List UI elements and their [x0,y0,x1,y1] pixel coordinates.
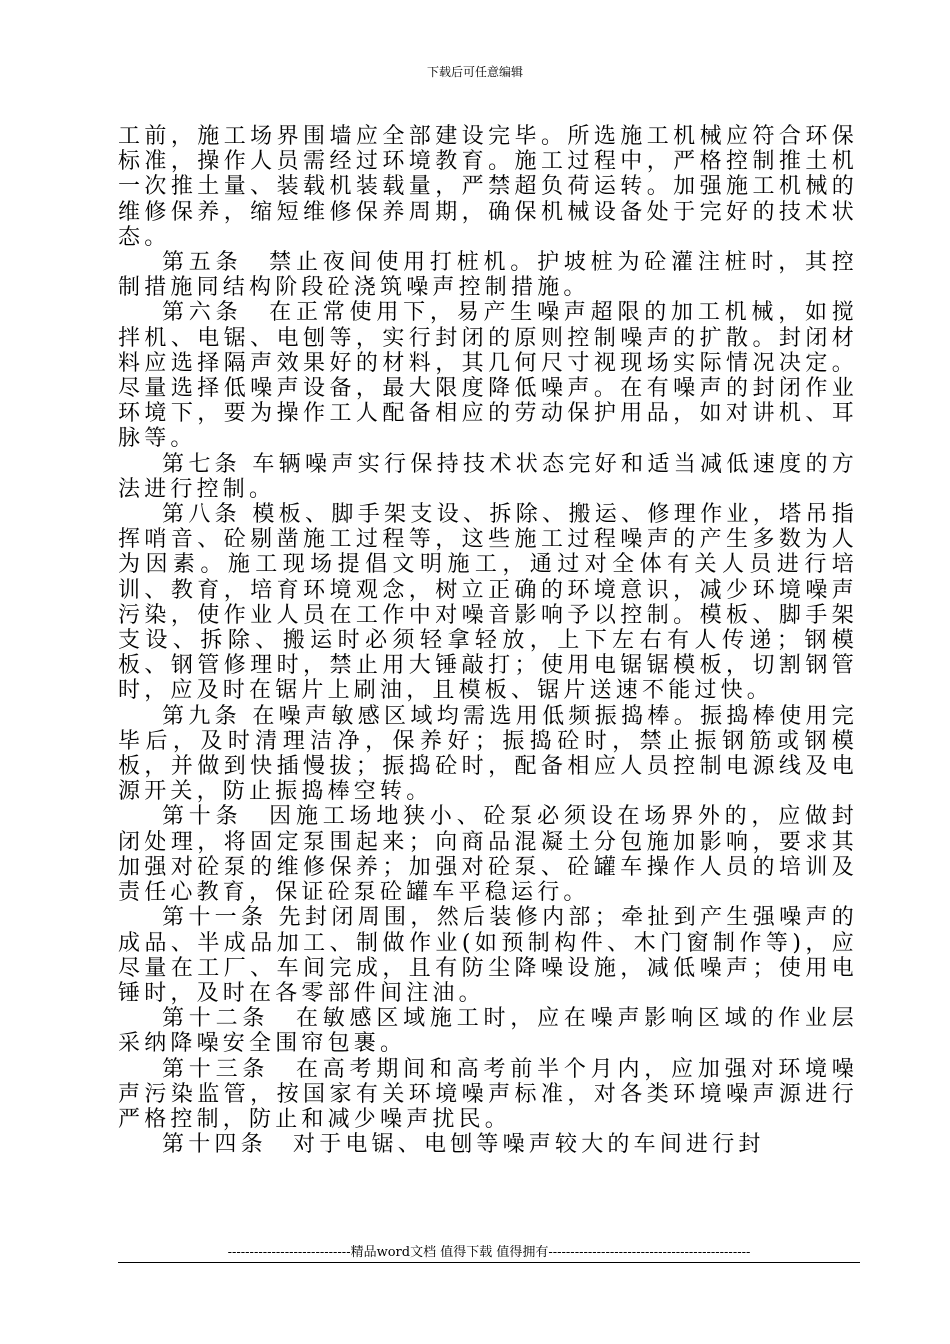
paragraph-article-7: 第七条 车辆噪声实行保持技术状态完好和适当减低速度的方法进行控制。 [118,451,858,502]
paragraph-article-10: 第十条 因施工场地狭小、砼泵必须设在场界外的，应做封闭处理，将固定泵围起来；向商品混凝土分包施加影响，要求其加强对砼泵的维修保养；加强对砼泵、砼罐车操作人员的培训及责任心教育，保证砼泵砼罐车平稳运行。 [118,804,858,906]
page-header: 下载后可任意编辑 [426,65,523,79]
paragraph-article-11: 第十一条 先封闭周围，然后装修内部；牵扯到产生强噪声的成品、半成品加工、制做作业(如预制构件、木门窗制作等)，应尽量在工厂、车间完成，且有防尘降噪设施，减低噪声；使用电锤时，及时在各零部件间注油。 [118,905,858,1006]
paragraph-article-5: 第五条 禁止夜间使用打桩机。护坡桩为砼灌注桩时，其控制措施同结构阶段砼浇筑噪声控制措施。 [118,250,858,301]
paragraph-article-13: 第十三条 在高考期间和高考前半个月内，应加强对环境噪声污染监管，按国家有关环境噪声标准，对各类环境噪声源进行严格控制，防止和减少噪声扰民。 [118,1056,858,1132]
document-body [118,124,858,1157]
footer-divider [118,1262,860,1263]
paragraph-article-14: 第十四条 对于电锯、电刨等噪声较大的车间进行封 [162,1132,765,1158]
page-footer: ----------------------------精品word文档 值得下载 值得拥有---------------------------------------------- [227,1245,751,1260]
paragraph-article-12: 第十二条 在敏感区域施工时，应在噪声影响区域的作业层采纳降噪安全围帘包裹。 [118,1006,858,1057]
paragraph-continuation: 工前，施工场界围墙应全部建设完毕。所选施工机械应符合环保标准，操作人员需经过环境教育。施工过程中，严格控制推土机一次推土量、装载机装载量，严禁超负荷运转。加强施工机械的维修保养，缩短维修保养周期，确保机械设备处于完好的技术状态。 [118,124,858,250]
paragraph-article-9: 第九条 在噪声敏感区域均需选用低频振捣棒。振捣棒使用完毕后，及时清理洁净，保养好；振捣砼时，禁止振钢筋或钢模板，并做到快插慢拔；振捣砼时，配备相应人员控制电源线及电源开关，防止振捣棒空转。 [118,703,858,805]
paragraph-article-6: 第六条 在正常使用下，易产生噪声超限的加工机械，如搅拌机、电锯、电刨等，实行封闭的原则控制噪声的扩散。封闭材料应选择隔声效果好的材料，其几何尺寸视现场实际情况决定。尽量选择低噪声设备，最大限度降低噪声。在有噪声的封闭作业环境下，要为操作工人配备相应的劳动保护用品，如对讲机、耳脉等。 [118,300,858,452]
paragraph-article-8: 第八条 模板、脚手架支设、拆除、搬运、修理作业，塔吊指挥哨音、砼剔凿施工过程等，这些施工过程噪声的产生多数为人为因素。施工现场提倡文明施工，通过对全体有关人员进行培训、教育，培育环境观念，树立正确的环境意识，减少环境噪声污染，使作业人员在工作中对噪音影响予以控制。模板、脚手架支设、拆除、搬运时必须轻拿轻放，上下左右有人传递；钢模板、钢管修理时，禁止用大锤敲打；使用电锯锯模板，切割钢管时，应及时在锯片上刷油，且模板、锯片送速不能过快。 [118,502,858,704]
